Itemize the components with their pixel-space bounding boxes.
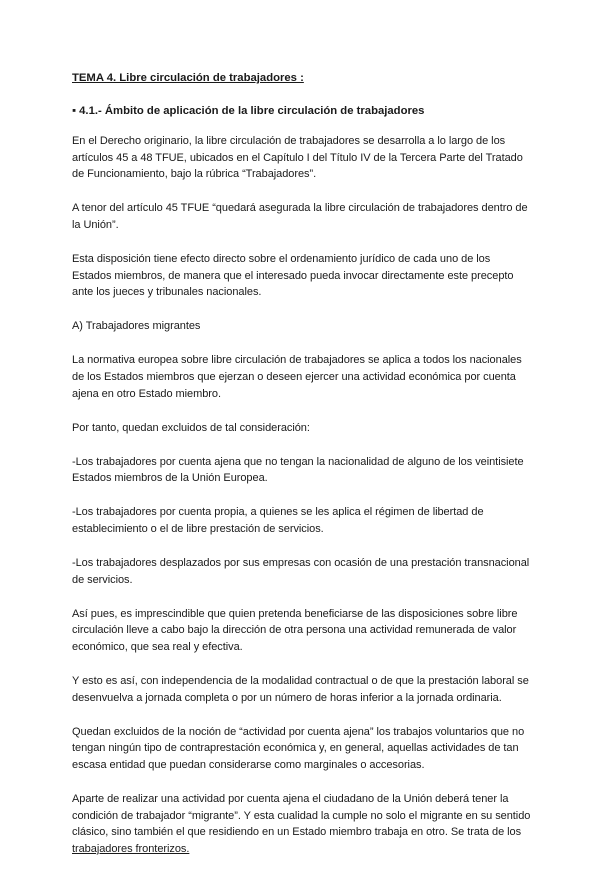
list-item: -Los trabajadores por cuenta ajena que no tengan la nacionalidad de alguno de los veintisiete Estados miembros de la Unión Europea. <box>72 455 524 485</box>
paragraph: La normativa europea sobre libre circulación de trabajadores se aplica a todos los nacionales de los Estados miembros que ejerzan o deseen ejercer una actividad económica por cuenta ajena en otro Estado miembro. <box>72 354 522 400</box>
paragraph: Así pues, es imprescindible que quien pretenda beneficiarse de las disposiciones sobre libre circulación lleve a cabo bajo la dirección de otra persona una actividad remunerada de valor económico, que sea real y efectiva. <box>72 607 518 653</box>
document-page <box>72 70 532 875</box>
paragraph: Por tanto, quedan excluidos de tal consideración: <box>72 421 310 434</box>
list-item: -Los trabajadores por cuenta propia, a quienes se les aplica el régimen de libertad de establecimiento o el de libre prestación de servicios. <box>72 506 484 535</box>
paragraph: Quedan excluidos de la noción de “actividad por cuenta ajena” los trabajos voluntarios que no tengan ningún tipo de contraprestación económica y, en general, aquellas actividades de tan escasa entidad que puedan considerarse como marginales o accesorias. <box>72 725 525 771</box>
paragraph: En el Derecho originario, la libre circulación de trabajadores se desarrolla a lo largo de los artículos 45 a 48 TFUE, ubicados en el Capítulo I del Título IV de la Tercera Parte del Tratado de Funcionamiento, bajo la rúbrica “Trabajadores”. <box>72 135 523 181</box>
paragraph: Y esto es así, con independencia de la modalidad contractual o de que la prestación laboral se desenvuelva a jornada completa o por un número de horas inferior a la jornada ordinaria. <box>72 675 529 704</box>
list-item: -Los trabajadores desplazados por sus empresas con ocasión de una prestación transnacional de servicios. <box>72 557 530 586</box>
section-heading: ▪ 4.1.- Ámbito de aplicación de la libre circulación de trabajadores <box>72 105 425 117</box>
paragraph: Esta disposición tiene efecto directo sobre el ordenamiento jurídico de cada uno de los Estados miembros, de manera que el interesado pueda invocar directamente este precepto ante los jueces y tribunales nacionales. <box>72 252 514 299</box>
paragraph: A tenor del artículo 45 TFUE “quedará asegurada la libre circulación de trabajadores dentro de la Unión”. <box>72 202 528 231</box>
document-title: TEMA 4. Libre circulación de trabajadores : <box>72 72 304 84</box>
paragraph-last <box>72 791 532 857</box>
underlined-term: trabajadores fronterizos. <box>72 842 190 855</box>
last-paragraph-text: Aparte de realizar una actividad por cuenta ajena el ciudadano de la Unión deberá tener la condición de trabajador “migrante”. Y esta cualidad la cumple no solo el migrante en su sentido clásico, sino también el que residiendo en un Estado miembro trabaja en otro. Se trata de los <box>72 793 531 839</box>
subsection-heading: A) Trabajadores migrantes <box>72 320 201 333</box>
